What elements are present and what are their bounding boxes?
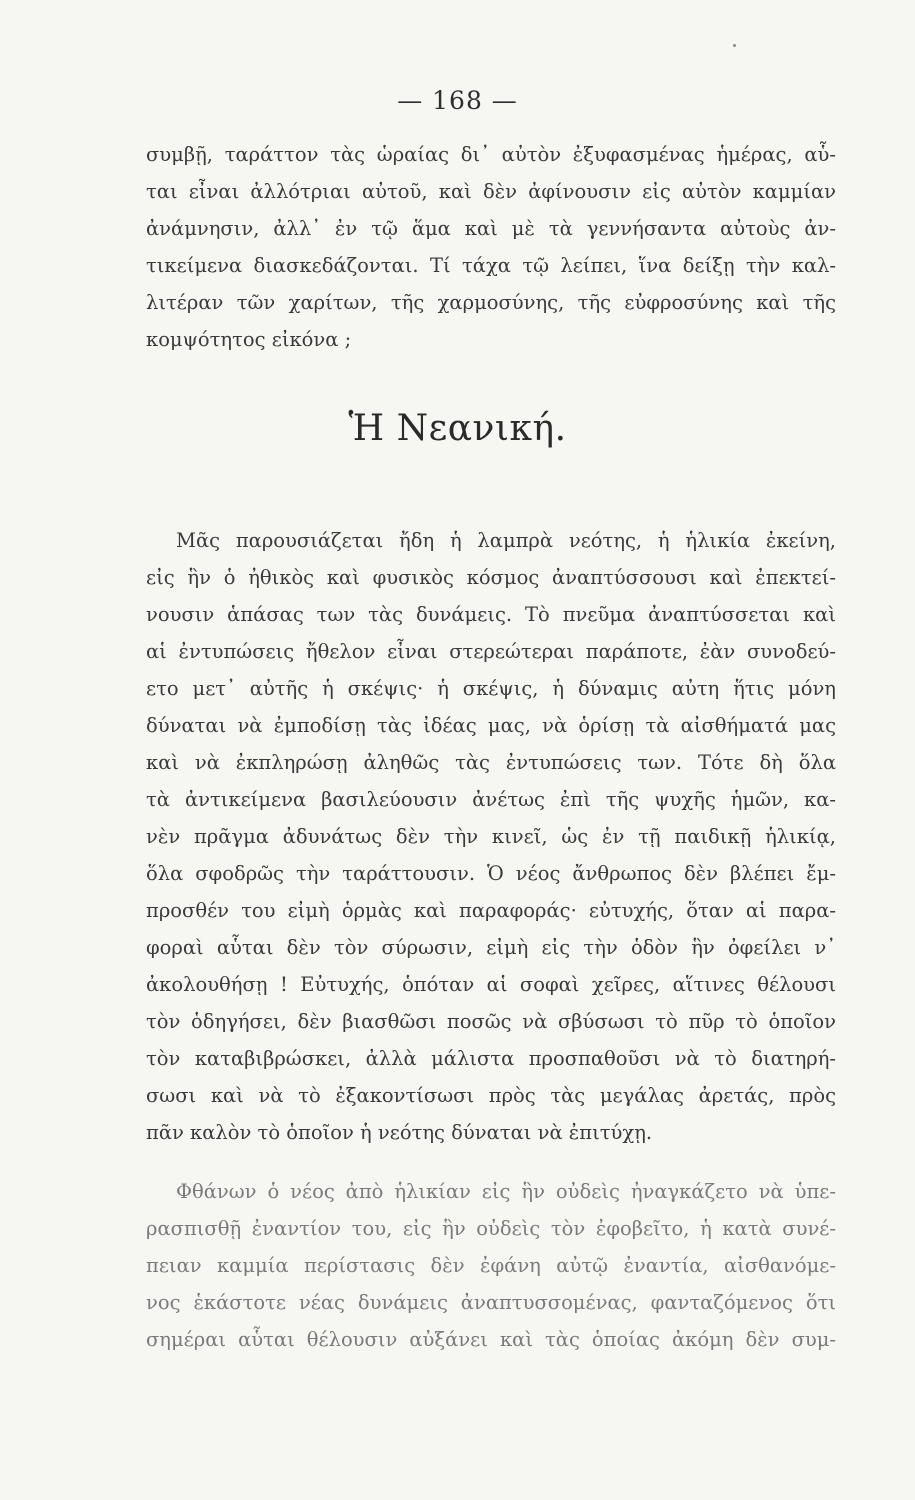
text-line: σωσι καὶ νὰ τὸ ἐξακοντίσωσι πρὸς τὰς μεγάλας ἀρετάς, πρὸς (146, 1084, 836, 1107)
text-line: φοραὶ αὗται δὲν τὸν σύρωσιν, εἰμὴ εἰς τὴν ὁδὸν ἣν ὀφείλει ν᾽ (146, 936, 836, 959)
text-line: σημέραι αὗται θέλουσιν αὐξάνει καὶ τὰς ὁποίας ἀκόμη δὲν συμ- (146, 1328, 836, 1351)
paper-speck (733, 44, 736, 47)
page-number: — 168 — (397, 86, 518, 115)
text-line: προσθέν του εἰμὴ ὁρμὰς καὶ παραφοράς· εὐτυχής, ὅταν αἱ παρα- (146, 899, 836, 922)
text-line: πειαν καμμία περίστασις δὲν ἐφάνη αὐτῷ ἐναντία, αἰσθανόμε- (146, 1254, 836, 1277)
section-heading: Ἡ Νεανική. (348, 408, 567, 449)
text-line: ὅλα σφοδρῶς τὴν ταράττουσιν. Ὁ νέος ἄνθρωπος δὲν βλέπει ἔμ- (146, 862, 836, 885)
text-line: λιτέραν τῶν χαρίτων, τῆς χαρμοσύνης, τῆς εὐφροσύνης καὶ τῆς (146, 291, 836, 314)
text-line: ται εἶναι ἀλλότριαι αὐτοῦ, καὶ δὲν ἀφίνουσιν εἰς αὐτὸν καμμίαν (146, 180, 836, 203)
text-line: τὸν ὁδηγήσει, δὲν βιασθῶσι ποσῶς νὰ σβύσωσι τὸ πῦρ τὸ ὁποῖον (146, 1010, 836, 1033)
text-line: κομψότητος εἰκόνα ; (146, 328, 352, 351)
text-line: πᾶν καλὸν τὸ ὁποῖον ἡ νεότης δύναται νὰ ἐπιτύχῃ. (146, 1121, 653, 1144)
text-line: νουσιν ἁπάσας των τὰς δυνάμεις. Τὸ πνεῦμα ἀναπτύσσεται καὶ (146, 603, 836, 626)
text-line: Φθάνων ὁ νέος ἀπὸ ἡλικίαν εἰς ἣν οὐδεὶς ἠναγκάζετο νὰ ὑπε- (176, 1180, 836, 1203)
paragraph-faded (146, 1173, 836, 1358)
paragraph-youth (146, 522, 836, 1151)
text-line: Μᾶς παρουσιάζεται ἤδη ἡ λαμπρὰ νεότης, ἡ ἡλικία ἐκείνη, (176, 529, 836, 552)
paragraph-continued (146, 136, 836, 358)
text-line: τικείμενα διασκεδάζονται. Τί τάχα τῷ λείπει, ἵνα δείξῃ τὴν καλ- (146, 254, 836, 277)
text-line: ἀνάμνησιν, ἀλλ᾽ ἐν τῷ ἅμα καὶ μὲ τὰ γεννήσαντα αὐτοὺς ἀν- (146, 217, 836, 240)
text-line: ρασπισθῇ ἐναντίον του, εἰς ἣν οὐδεὶς τὸν ἐφοβεῖτο, ἡ κατὰ συνέ- (146, 1217, 836, 1240)
text-line: ἀκολουθήσῃ ! Εὐτυχής, ὁπόταν αἱ σοφαὶ χεῖρες, αἵτινες θέλουσι (146, 973, 836, 996)
text-line: τὰ ἀντικείμενα βασιλεύουσιν ἀνέτως ἐπὶ τῆς ψυχῆς ἡμῶν, κα- (146, 788, 836, 811)
text-line: εἰς ἣν ὁ ἠθικὸς καὶ φυσικὸς κόσμος ἀναπτύσσουσι καὶ ἐπεκτεί- (146, 566, 836, 589)
text-line: συμβῇ, ταράττον τὰς ὡραίας δι᾽ αὐτὸν ἐξυφασμένας ἡμέρας, αὗ- (146, 143, 836, 166)
text-line: αἱ ἐντυπώσεις ἤθελον εἶναι στερεώτεραι παράποτε, ἐὰν συνοδεύ- (146, 640, 836, 663)
text-line: δύναται νὰ ἐμποδίσῃ τὰς ἰδέας μας, νὰ ὁρίσῃ τὰ αἰσθήματά μας (146, 714, 836, 737)
text-line: καὶ νὰ ἐκπληρώσῃ ἀληθῶς τὰς ἐντυπώσεις των. Τότε δὴ ὅλα (146, 751, 836, 774)
text-line: νὲν πρᾶγμα ἀδυνάτως δὲν τὴν κινεῖ, ὡς ἐν τῇ παιδικῇ ἡλικίᾳ, (146, 825, 836, 848)
text-line: νος ἑκάστοτε νέας δυνάμεις ἀναπτυσσομένας, φανταζόμενος ὅτι (146, 1291, 836, 1314)
text-line: ετο μετ᾽ αὐτῆς ἡ σκέψις· ἡ σκέψις, ἡ δύναμις αὐτη ἥτις μόνη (146, 677, 836, 700)
text-line: τὸν καταβιβρώσκει, ἀλλὰ μάλιστα προσπαθοῦσι νὰ τὸ διατηρή- (146, 1047, 836, 1070)
